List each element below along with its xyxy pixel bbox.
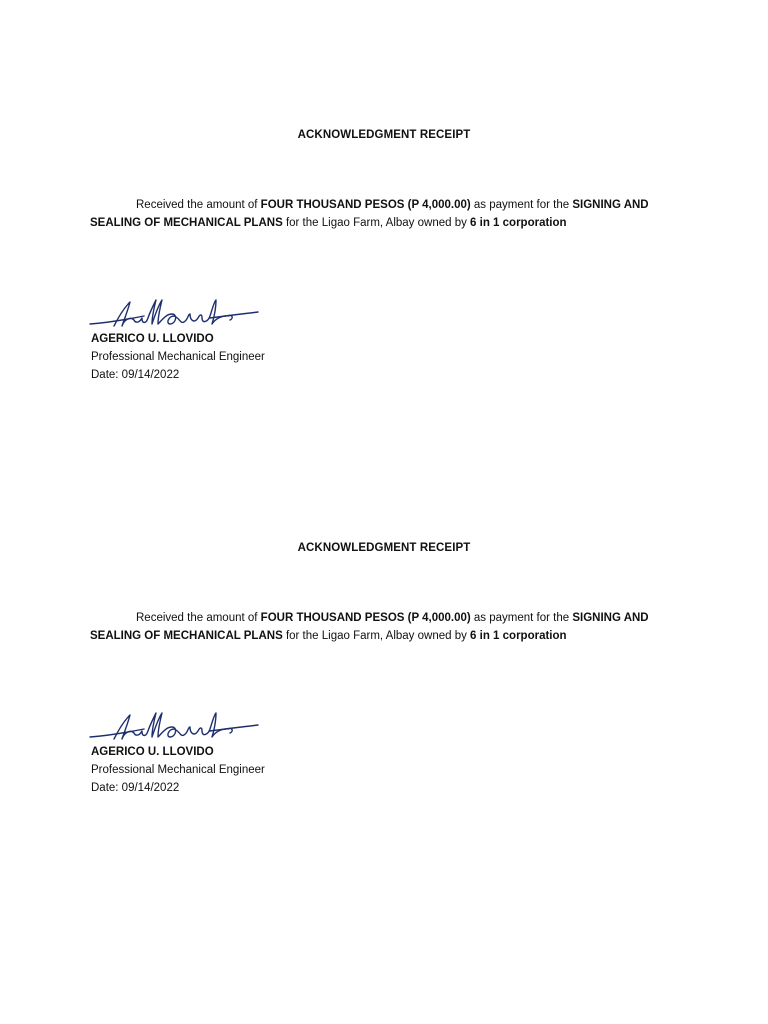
signatory-name: AGERICO U. LLOVIDO — [91, 333, 214, 345]
receipt-body — [90, 196, 690, 232]
signed-date: Date: 09/14/2022 — [91, 369, 180, 381]
amount-text: FOUR THOUSAND PESOS (P 4,000.00) — [260, 199, 471, 211]
body-text-part: for the Ligao Farm, Albay owned by — [282, 217, 471, 229]
receipt-title: ACKNOWLEDGMENT RECEIPT — [297, 129, 471, 141]
signatory-name: AGERICO U. LLOVIDO — [91, 746, 214, 758]
body-text-part: Received the amount of — [136, 612, 261, 624]
purpose-text: SIGNING AND SEALING OF MECHANICAL PLANS — [90, 199, 649, 229]
signatory-title: Professional Mechanical Engineer — [91, 351, 265, 363]
amount-text: FOUR THOUSAND PESOS (P 4,000.00) — [260, 612, 471, 624]
receipt-title: ACKNOWLEDGMENT RECEIPT — [297, 542, 471, 554]
receipt-2 — [0, 413, 768, 813]
signature-image — [84, 296, 264, 336]
signatory-title: Professional Mechanical Engineer — [91, 764, 265, 776]
body-text-part: Received the amount of — [136, 199, 261, 211]
receipt-body — [90, 609, 690, 645]
purpose-text: SIGNING AND SEALING OF MECHANICAL PLANS — [90, 612, 649, 642]
signed-date: Date: 09/14/2022 — [91, 782, 180, 794]
body-text-part: as payment for the — [470, 199, 573, 211]
signature-image — [84, 709, 264, 749]
receipt-1 — [0, 0, 768, 400]
owner-text: 6 in 1 corporation — [470, 630, 567, 642]
owner-text: 6 in 1 corporation — [470, 217, 567, 229]
body-text-part: for the Ligao Farm, Albay owned by — [282, 630, 471, 642]
body-text-part: as payment for the — [470, 612, 573, 624]
